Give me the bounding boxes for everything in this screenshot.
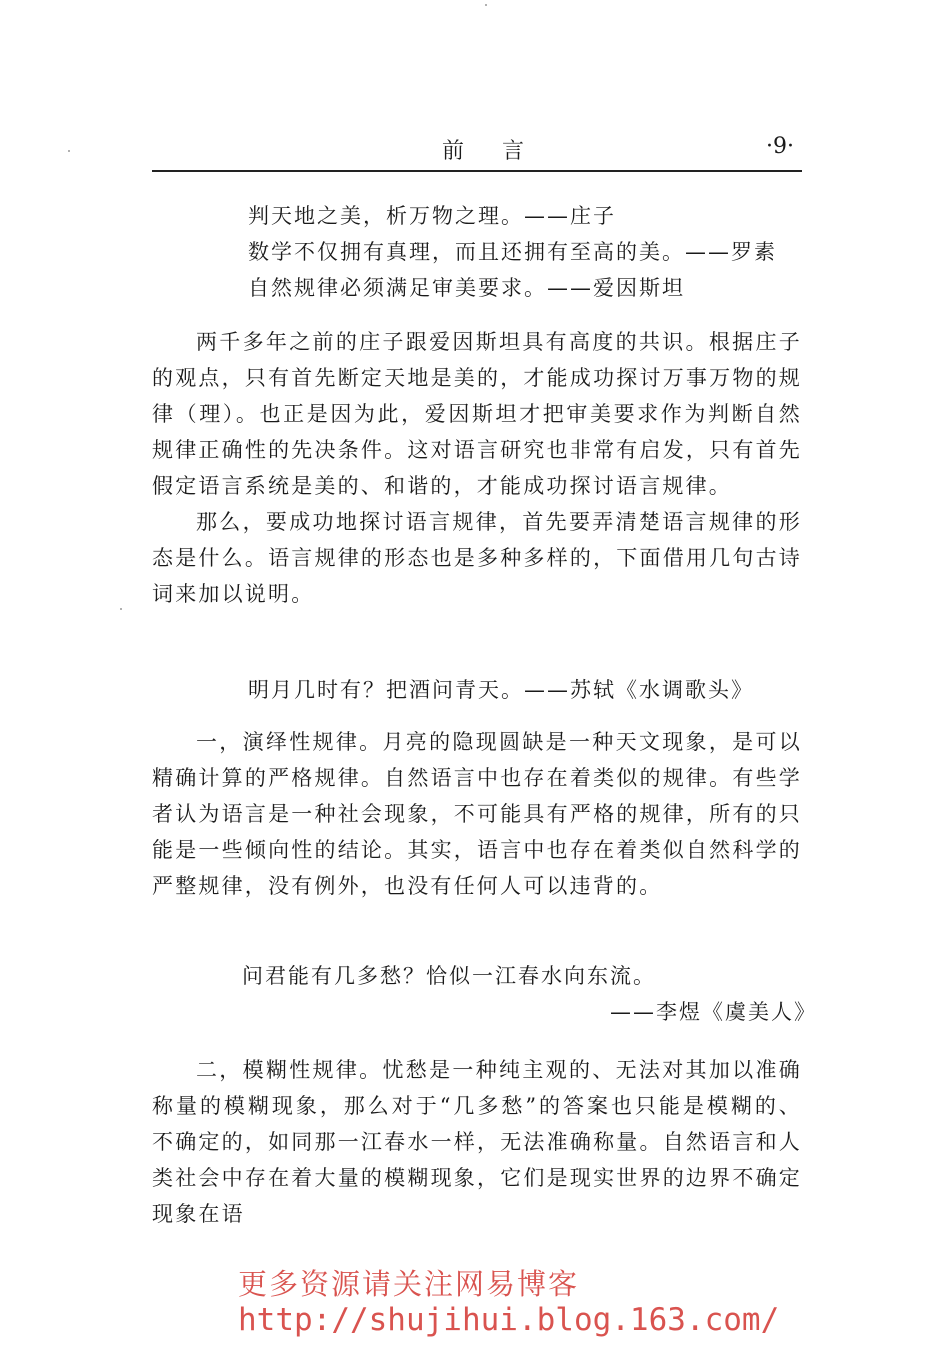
- header-title: 前言: [442, 139, 563, 164]
- page-number: ·9·: [766, 134, 794, 159]
- scan-speck: [120, 608, 122, 610]
- epigraph-russell: 数学不仅拥有真理，而且还拥有至高的美。——罗素: [248, 240, 777, 264]
- paragraph-rule-forms: 那么，要成功地探讨语言规律，首先要弄清楚语言规律的形态是什么。语言规律的形态也是多种多样的，下面借用几句古诗词来加以说明。: [152, 510, 802, 606]
- watermark-url: http://shujihui.blog.163.com/: [238, 1302, 780, 1338]
- poem-su-shi: 明月几时有？把酒问青天。——苏轼《水调歌头》: [248, 678, 754, 702]
- poem-li-yu-source: ——李煜《虞美人》: [610, 1000, 817, 1024]
- epigraph-zhuangzi: 判天地之美，析万物之理。——庄子: [248, 204, 616, 228]
- running-header: [152, 134, 802, 166]
- scan-speck: [68, 150, 70, 152]
- watermark-text: 更多资源请关注网易博客: [238, 1267, 580, 1301]
- header-rule: [152, 170, 802, 172]
- paragraph-consensus: 两千多年之前的庄子跟爱因斯坦具有高度的共识。根据庄子的观点，只有首先断定天地是美的，才能成功探讨万事万物的规律（理）。也正是因为此，爱因斯坦才把审美要求作为判断自然规律正确性的先决条件。这对语言研究也非常有启发，只有首先假定语言系统是美的、和谐的，才能成功探讨语言规律。: [152, 330, 802, 498]
- paragraph-deductive-rule: 一，演绎性规律。月亮的隐现圆缺是一种天文现象，是可以精确计算的严格规律。自然语言中也存在着类似的规律。有些学者认为语言是一种社会现象，不可能具有严格的规律，所有的只能是一些倾向性的结论。其实，语言中也存在着类似自然科学的严整规律，没有例外，也没有任何人可以违背的。: [152, 730, 802, 898]
- paragraph-fuzzy-rule: 二，模糊性规律。忧愁是一种纯主观的、无法对其加以准确称量的模糊现象，那么对于“几多愁”的答案也只能是模糊的、不确定的，如同那一江春水一样，无法准确称量。自然语言和人类社会中存在着大量的模糊现象，它们是现实世界的边界不确定现象在语: [152, 1058, 802, 1226]
- epigraph-einstein: 自然规律必须满足审美要求。——爱因斯坦: [248, 276, 685, 300]
- poem-li-yu-line: 问君能有几多愁？恰似一江春水向东流。: [242, 964, 656, 988]
- scan-speck: [485, 4, 487, 6]
